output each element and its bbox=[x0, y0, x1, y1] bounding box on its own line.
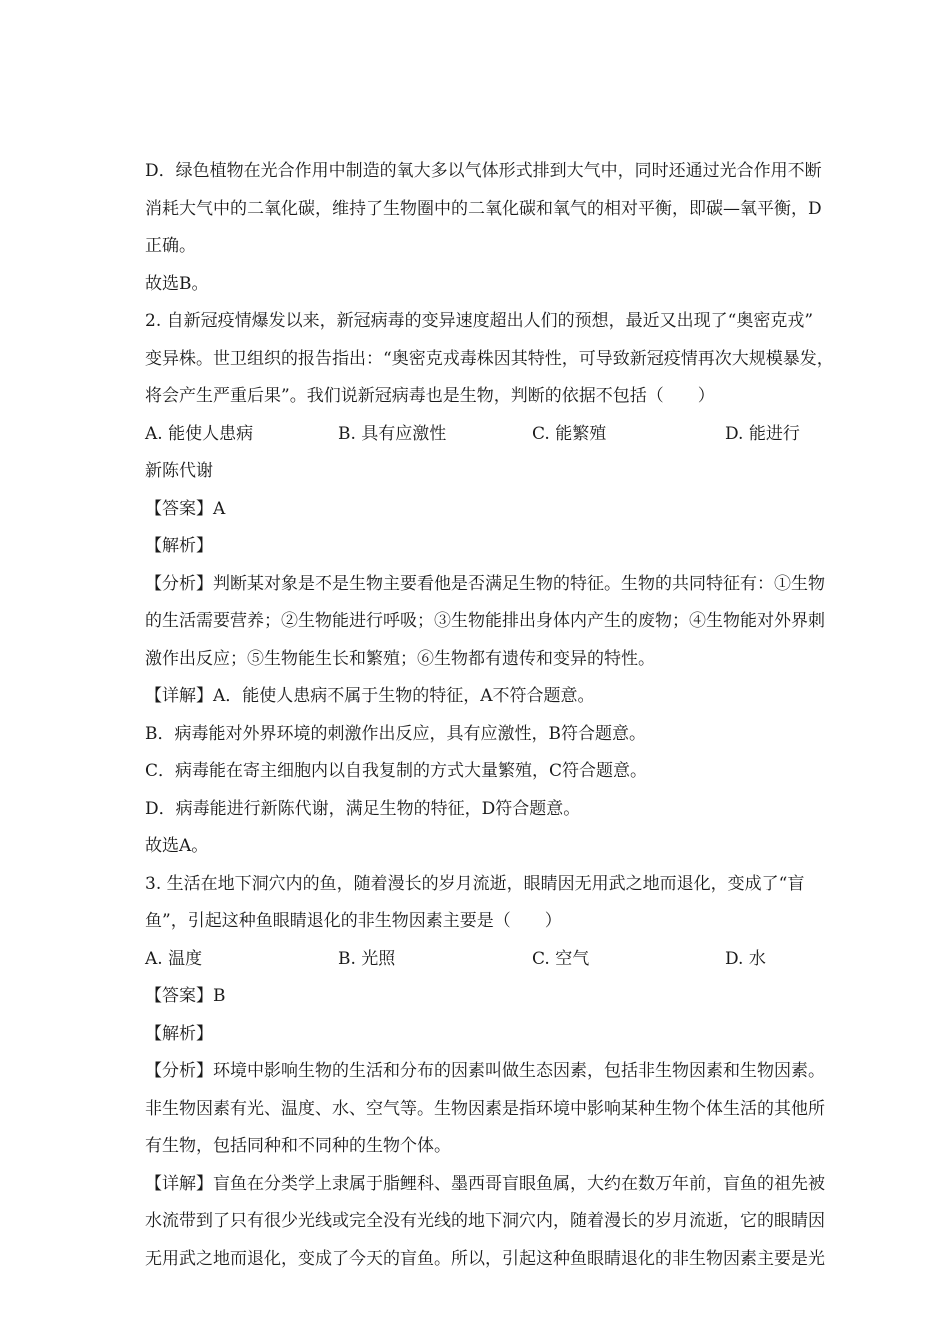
q2-option-d: D. 能进行 bbox=[725, 424, 800, 444]
q1-choose: 故选B。 bbox=[145, 274, 209, 294]
q3-detail-line2: 水流带到了只有很少光线或完全没有光线的地下洞穴内，随着漫长的岁月流逝，它的眼睛因 bbox=[145, 1211, 825, 1231]
q2-stem-line2: 变异株。世卫组织的报告指出：“奥密克戎毒株因其特性，可导致新冠疫情再次大规模暴发， bbox=[145, 349, 834, 369]
q2-detail-line4: D．病毒能进行新陈代谢，满足生物的特征，D符合题意。 bbox=[145, 799, 581, 819]
q2-stem-line3: 将会产生严重后果”。我们说新冠病毒也是生物，判断的依据不包括（ ） bbox=[145, 386, 715, 406]
q2-detail-line1: 【详解】A．能使人患病不属于生物的特征，A不符合题意。 bbox=[145, 686, 595, 706]
q3-analysis-line3: 有生物，包括同种和不同种的生物个体。 bbox=[145, 1136, 451, 1156]
q3-option-c: C. 空气 bbox=[532, 949, 590, 969]
q3-option-d: D. 水 bbox=[725, 949, 766, 969]
q2-answer: 【答案】A bbox=[145, 499, 226, 519]
q2-detail-line3: C．病毒能在寄主细胞内以自我复制的方式大量繁殖，C符合题意。 bbox=[145, 761, 648, 781]
q2-analysis-line1: 【分析】判断某对象是不是生物主要看他是否满足生物的特征。生物的共同特征有：①生物 bbox=[145, 574, 825, 594]
q2-stem-line1: 2. 自新冠疫情爆发以来，新冠病毒的变异速度超出人们的预想，最近又出现了“奥密克戎” bbox=[145, 311, 814, 331]
q2-analysis-line3: 激作出反应；⑤生物能生长和繁殖；⑥生物都有遗传和变异的特性。 bbox=[145, 649, 655, 669]
q3-detail-line3: 无用武之地而退化，变成了今天的盲鱼。所以，引起这种鱼眼睛退化的非生物因素主要是光 bbox=[145, 1249, 825, 1269]
q3-stem-line1: 3. 生活在地下洞穴内的鱼，随着漫长的岁月流逝，眼睛因无用武之地而退化，变成了“盲 bbox=[145, 874, 805, 894]
q2-option-d-wrap: 新陈代谢 bbox=[145, 461, 213, 481]
q2-option-a: A. 能使人患病 bbox=[145, 424, 254, 444]
q3-detail-line1: 【详解】盲鱼在分类学上隶属于脂鲤科、墨西哥盲眼鱼属，大约在数万年前，盲鱼的祖先被 bbox=[145, 1174, 825, 1194]
q3-answer: 【答案】B bbox=[145, 986, 226, 1006]
q2-option-b: B. 具有应激性 bbox=[338, 424, 447, 444]
q2-choose: 故选A。 bbox=[145, 836, 209, 856]
q2-analysis-line2: 的生活需要营养；②生物能进行呼吸；③生物能排出身体内产生的废物；④生物能对外界刺 bbox=[145, 611, 825, 631]
q1-option-d-explanation-line2: 消耗大气中的二氧化碳，维持了生物圈中的二氧化碳和氧气的相对平衡，即碳—氧平衡，D bbox=[145, 199, 822, 219]
q3-stem-line2: 鱼”，引起这种鱼眼睛退化的非生物因素主要是（ ） bbox=[145, 911, 562, 931]
q2-detail-line2: B．病毒能对外界环境的刺激作出反应，具有应激性，B符合题意。 bbox=[145, 724, 646, 744]
q2-option-c: C. 能繁殖 bbox=[532, 424, 607, 444]
q3-option-b: B. 光照 bbox=[338, 949, 396, 969]
q3-analysis-line2: 非生物因素有光、温度、水、空气等。生物因素是指环境中影响某种生物个体生活的其他所 bbox=[145, 1099, 825, 1119]
q3-option-a: A. 温度 bbox=[145, 949, 203, 969]
q1-option-d-explanation-line1: D．绿色植物在光合作用中制造的氧大多以气体形式排到大气中，同时还通过光合作用不断 bbox=[145, 161, 822, 181]
q1-option-d-explanation-line3: 正确。 bbox=[145, 236, 196, 256]
q3-analysis-line1: 【分析】环境中影响生物的生活和分布的因素叫做生态因素，包括非生物因素和生物因素。 bbox=[145, 1061, 825, 1081]
q2-jiexi-heading: 【解析】 bbox=[145, 536, 213, 556]
q3-jiexi-heading: 【解析】 bbox=[145, 1024, 213, 1044]
